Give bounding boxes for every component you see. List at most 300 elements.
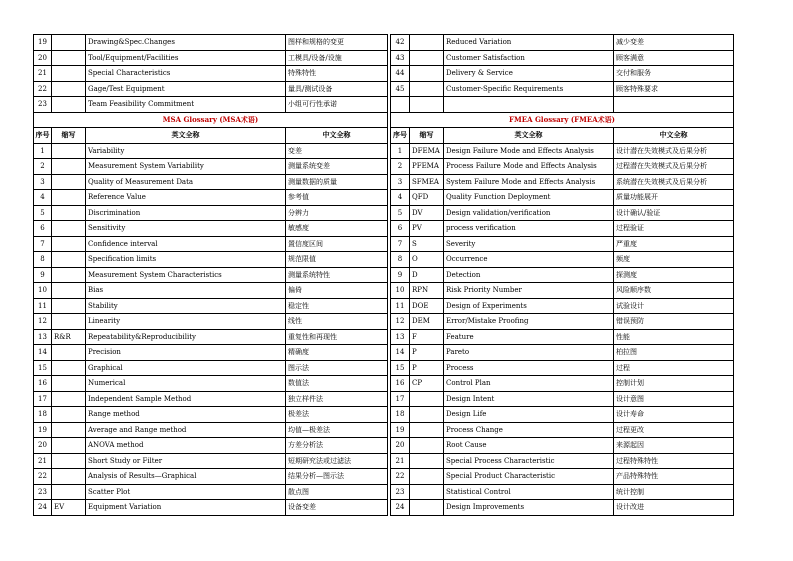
row-number: 8 bbox=[391, 252, 410, 268]
row-chinese-term: 图样和规格的变更 bbox=[286, 35, 388, 51]
row-english-term: Control Plan bbox=[444, 376, 614, 392]
row-chinese-term: 偏倚 bbox=[286, 283, 388, 299]
row-chinese-term: 质量功能展开 bbox=[614, 190, 734, 206]
row-english-term: Measurement System Characteristics bbox=[86, 267, 286, 283]
row-number: 19 bbox=[391, 422, 410, 438]
row-english-term: Short Study or Filter bbox=[86, 453, 286, 469]
row-abbreviation bbox=[52, 298, 86, 314]
row-english-term: Scatter Plot bbox=[86, 484, 286, 500]
table-row bbox=[34, 174, 388, 190]
row-chinese-term: 数值法 bbox=[286, 376, 388, 392]
row-english-term: Drawing&Spec.Changes bbox=[86, 35, 286, 51]
table-row bbox=[34, 252, 388, 268]
row-chinese-term: 均值—极差法 bbox=[286, 422, 388, 438]
row-abbreviation bbox=[52, 469, 86, 485]
row-english-term: Analysis of Results—Graphical bbox=[86, 469, 286, 485]
row-abbreviation: PV bbox=[410, 221, 444, 237]
row-chinese-term: 变差 bbox=[286, 143, 388, 159]
row-abbreviation bbox=[52, 422, 86, 438]
row-abbreviation: F bbox=[410, 329, 444, 345]
row-abbreviation bbox=[52, 407, 86, 423]
row-chinese-term: 来源起因 bbox=[614, 438, 734, 454]
row-abbreviation: PFEMA bbox=[410, 159, 444, 175]
row-number: 12 bbox=[34, 314, 52, 330]
row-english-term: Reduced Variation bbox=[444, 35, 614, 51]
row-abbreviation: SFMEA bbox=[410, 174, 444, 190]
row-number: 10 bbox=[391, 283, 410, 299]
row-abbreviation bbox=[410, 422, 444, 438]
row-chinese-term: 过程潜在失效模式及后果分析 bbox=[614, 159, 734, 175]
row-english-term: Independent Sample Method bbox=[86, 391, 286, 407]
table-row bbox=[391, 159, 734, 175]
table-row bbox=[391, 50, 734, 66]
row-english-term: Variability bbox=[86, 143, 286, 159]
row-abbreviation bbox=[52, 484, 86, 500]
row-abbreviation bbox=[410, 407, 444, 423]
row-abbreviation bbox=[52, 345, 86, 361]
table-row bbox=[391, 81, 734, 97]
row-number: 9 bbox=[34, 267, 52, 283]
row-english-term: Risk Priority Number bbox=[444, 283, 614, 299]
row-number: 9 bbox=[391, 267, 410, 283]
row-number: 1 bbox=[34, 143, 52, 159]
row-abbreviation bbox=[52, 314, 86, 330]
table-row bbox=[391, 329, 734, 345]
row-number: 11 bbox=[34, 298, 52, 314]
row-number: 18 bbox=[391, 407, 410, 423]
row-english-term: Customer-Specific Requirements bbox=[444, 81, 614, 97]
row-abbreviation bbox=[52, 252, 86, 268]
table-row bbox=[391, 376, 734, 392]
row-english-term: Process bbox=[444, 360, 614, 376]
row-number: 22 bbox=[391, 469, 410, 485]
row-english-term: Error/Mistake Proofing bbox=[444, 314, 614, 330]
row-english-term: Precision bbox=[86, 345, 286, 361]
row-abbreviation bbox=[52, 143, 86, 159]
row-abbreviation: DEM bbox=[410, 314, 444, 330]
blank-cell bbox=[410, 97, 444, 113]
row-number: 6 bbox=[391, 221, 410, 237]
row-abbreviation bbox=[410, 500, 444, 516]
row-number: 17 bbox=[34, 391, 52, 407]
table-row bbox=[34, 500, 388, 516]
row-abbreviation bbox=[52, 236, 86, 252]
row-english-term: Repeatability&Reproducibility bbox=[86, 329, 286, 345]
row-english-term: Occurrence bbox=[444, 252, 614, 268]
row-number: 22 bbox=[34, 469, 52, 485]
row-abbreviation: RPN bbox=[410, 283, 444, 299]
table-row bbox=[34, 35, 388, 51]
row-abbreviation bbox=[52, 35, 86, 51]
row-chinese-term: 过程验证 bbox=[614, 221, 734, 237]
row-abbreviation bbox=[410, 469, 444, 485]
row-chinese-term: 探测度 bbox=[614, 267, 734, 283]
table-row bbox=[34, 407, 388, 423]
msa-glossary-table bbox=[33, 34, 388, 516]
table-row bbox=[34, 453, 388, 469]
row-english-term: Special Process Characteristic bbox=[444, 453, 614, 469]
row-abbreviation: CP bbox=[410, 376, 444, 392]
table-row bbox=[391, 438, 734, 454]
row-abbreviation bbox=[52, 267, 86, 283]
row-chinese-term: 控制计划 bbox=[614, 376, 734, 392]
table-row bbox=[34, 66, 388, 82]
row-chinese-term: 错误预防 bbox=[614, 314, 734, 330]
row-chinese-term: 过程 bbox=[614, 360, 734, 376]
row-english-term: Gage/Test Equipment bbox=[86, 81, 286, 97]
row-english-term: process verification bbox=[444, 221, 614, 237]
header-abbreviation: 缩写 bbox=[52, 128, 86, 144]
table-row bbox=[391, 314, 734, 330]
table-row bbox=[34, 345, 388, 361]
blank-row bbox=[391, 97, 734, 113]
header-english: 英文全称 bbox=[86, 128, 286, 144]
row-chinese-term: 风险顺序数 bbox=[614, 283, 734, 299]
row-chinese-term: 短期研究法或过滤法 bbox=[286, 453, 388, 469]
row-number: 21 bbox=[34, 66, 52, 82]
row-chinese-term: 系统潜在失效模式及后果分析 bbox=[614, 174, 734, 190]
row-abbreviation bbox=[52, 174, 86, 190]
row-chinese-term: 精确度 bbox=[286, 345, 388, 361]
table-row bbox=[391, 252, 734, 268]
row-abbreviation: D bbox=[410, 267, 444, 283]
row-abbreviation: P bbox=[410, 345, 444, 361]
row-chinese-term: 方差分析法 bbox=[286, 438, 388, 454]
table-row bbox=[391, 453, 734, 469]
row-abbreviation bbox=[410, 50, 444, 66]
row-abbreviation bbox=[52, 81, 86, 97]
row-number: 8 bbox=[34, 252, 52, 268]
row-number: 15 bbox=[34, 360, 52, 376]
row-number: 7 bbox=[391, 236, 410, 252]
row-number: 44 bbox=[391, 66, 410, 82]
table-row bbox=[34, 484, 388, 500]
table-row bbox=[391, 407, 734, 423]
row-abbreviation bbox=[52, 159, 86, 175]
row-chinese-term: 测量系统变差 bbox=[286, 159, 388, 175]
row-number: 19 bbox=[34, 35, 52, 51]
table-row bbox=[34, 205, 388, 221]
table-row bbox=[34, 329, 388, 345]
row-english-term: Customer Satisfaction bbox=[444, 50, 614, 66]
row-english-term: Design Life bbox=[444, 407, 614, 423]
row-chinese-term: 测量系统特性 bbox=[286, 267, 388, 283]
row-english-term: Root Cause bbox=[444, 438, 614, 454]
row-chinese-term: 散点图 bbox=[286, 484, 388, 500]
table-row bbox=[34, 81, 388, 97]
row-chinese-term: 参考值 bbox=[286, 190, 388, 206]
row-chinese-term: 交付和服务 bbox=[614, 66, 734, 82]
row-english-term: Design validation/verification bbox=[444, 205, 614, 221]
row-chinese-term: 分辨力 bbox=[286, 205, 388, 221]
row-english-term: Statistical Control bbox=[444, 484, 614, 500]
row-chinese-term: 规范限值 bbox=[286, 252, 388, 268]
header-english: 英文全称 bbox=[444, 128, 614, 144]
blank-cell bbox=[391, 97, 410, 113]
table-row bbox=[391, 345, 734, 361]
row-english-term: Process Failure Mode and Effects Analysis bbox=[444, 159, 614, 175]
row-chinese-term: 设计意图 bbox=[614, 391, 734, 407]
row-abbreviation bbox=[52, 50, 86, 66]
row-number: 2 bbox=[34, 159, 52, 175]
row-chinese-term: 设计改进 bbox=[614, 500, 734, 516]
table-row bbox=[391, 190, 734, 206]
table-row bbox=[391, 283, 734, 299]
row-number: 42 bbox=[391, 35, 410, 51]
row-number: 23 bbox=[391, 484, 410, 500]
row-number: 20 bbox=[34, 438, 52, 454]
table-row bbox=[391, 267, 734, 283]
row-chinese-term: 过程特殊特性 bbox=[614, 453, 734, 469]
row-abbreviation bbox=[52, 205, 86, 221]
column-header-row bbox=[34, 128, 388, 144]
table-row bbox=[34, 143, 388, 159]
row-chinese-term: 敏感度 bbox=[286, 221, 388, 237]
table-row bbox=[391, 143, 734, 159]
row-number: 5 bbox=[34, 205, 52, 221]
row-number: 4 bbox=[391, 190, 410, 206]
table-row bbox=[34, 236, 388, 252]
header-chinese: 中文全称 bbox=[614, 128, 734, 144]
row-english-term: Delivery & Service bbox=[444, 66, 614, 82]
row-abbreviation bbox=[52, 190, 86, 206]
row-chinese-term: 置信度区间 bbox=[286, 236, 388, 252]
header-chinese: 中文全称 bbox=[286, 128, 388, 144]
table-row bbox=[34, 298, 388, 314]
row-abbreviation bbox=[52, 221, 86, 237]
table-row bbox=[34, 97, 388, 113]
row-chinese-term: 结果分析—图示法 bbox=[286, 469, 388, 485]
row-number: 6 bbox=[34, 221, 52, 237]
row-number: 11 bbox=[391, 298, 410, 314]
row-english-term: Equipment Variation bbox=[86, 500, 286, 516]
row-number: 21 bbox=[391, 453, 410, 469]
row-chinese-term: 设计潜在失效模式及后果分析 bbox=[614, 143, 734, 159]
row-chinese-term: 设备变差 bbox=[286, 500, 388, 516]
row-english-term: Reference Value bbox=[86, 190, 286, 206]
glossary-title: MSA Glossary (MSA术语) bbox=[34, 112, 388, 128]
row-abbreviation bbox=[52, 453, 86, 469]
table-row bbox=[34, 438, 388, 454]
header-number: 序号 bbox=[34, 128, 52, 144]
row-number: 43 bbox=[391, 50, 410, 66]
row-number: 3 bbox=[391, 174, 410, 190]
row-english-term: Special Characteristics bbox=[86, 66, 286, 82]
row-number: 14 bbox=[34, 345, 52, 361]
row-english-term: ANOVA method bbox=[86, 438, 286, 454]
row-chinese-term: 频度 bbox=[614, 252, 734, 268]
row-number: 7 bbox=[34, 236, 52, 252]
row-english-term: Quality of Measurement Data bbox=[86, 174, 286, 190]
row-english-term: Process Change bbox=[444, 422, 614, 438]
glossary-title: FMEA Glossary (FMEA术语) bbox=[391, 112, 734, 128]
row-chinese-term: 独立样件法 bbox=[286, 391, 388, 407]
row-number: 2 bbox=[391, 159, 410, 175]
row-chinese-term: 稳定性 bbox=[286, 298, 388, 314]
row-number: 10 bbox=[34, 283, 52, 299]
table-row bbox=[391, 174, 734, 190]
row-chinese-term: 测量数据的质量 bbox=[286, 174, 388, 190]
row-number: 19 bbox=[34, 422, 52, 438]
row-chinese-term: 过程更改 bbox=[614, 422, 734, 438]
glossary-title-row bbox=[34, 112, 388, 128]
table-row bbox=[391, 236, 734, 252]
table-row bbox=[391, 469, 734, 485]
row-abbreviation bbox=[410, 453, 444, 469]
row-chinese-term: 顾客满意 bbox=[614, 50, 734, 66]
table-row bbox=[34, 190, 388, 206]
row-chinese-term: 小组可行性承诺 bbox=[286, 97, 388, 113]
table-row bbox=[34, 159, 388, 175]
row-abbreviation: R&R bbox=[52, 329, 86, 345]
header-number: 序号 bbox=[391, 128, 410, 144]
row-number: 14 bbox=[391, 345, 410, 361]
row-abbreviation bbox=[52, 438, 86, 454]
row-abbreviation: EV bbox=[52, 500, 86, 516]
table-row bbox=[34, 391, 388, 407]
row-chinese-term: 顾客特殊要求 bbox=[614, 81, 734, 97]
row-english-term: Design Failure Mode and Effects Analysis bbox=[444, 143, 614, 159]
row-abbreviation bbox=[410, 35, 444, 51]
row-chinese-term: 统计控制 bbox=[614, 484, 734, 500]
table-row bbox=[34, 221, 388, 237]
row-chinese-term: 工模具/设备/设施 bbox=[286, 50, 388, 66]
row-chinese-term: 设计寿命 bbox=[614, 407, 734, 423]
row-chinese-term: 试验设计 bbox=[614, 298, 734, 314]
row-chinese-term: 重复性和再现性 bbox=[286, 329, 388, 345]
table-row bbox=[391, 66, 734, 82]
row-number: 16 bbox=[34, 376, 52, 392]
table-row bbox=[391, 422, 734, 438]
header-abbreviation: 缩写 bbox=[410, 128, 444, 144]
left-table-body bbox=[34, 35, 388, 516]
row-abbreviation bbox=[410, 438, 444, 454]
table-row bbox=[34, 314, 388, 330]
row-chinese-term: 量具/测试设备 bbox=[286, 81, 388, 97]
table-row bbox=[34, 376, 388, 392]
table-row bbox=[391, 298, 734, 314]
glossary-title-row bbox=[391, 112, 734, 128]
row-number: 20 bbox=[34, 50, 52, 66]
row-english-term: Special Product Characteristic bbox=[444, 469, 614, 485]
row-english-term: Measurement System Variability bbox=[86, 159, 286, 175]
row-abbreviation bbox=[410, 391, 444, 407]
row-abbreviation bbox=[410, 81, 444, 97]
row-number: 13 bbox=[391, 329, 410, 345]
row-number: 22 bbox=[34, 81, 52, 97]
row-number: 24 bbox=[34, 500, 52, 516]
row-abbreviation bbox=[52, 283, 86, 299]
row-chinese-term: 减少变差 bbox=[614, 35, 734, 51]
row-english-term: Stability bbox=[86, 298, 286, 314]
row-english-term: Pareto bbox=[444, 345, 614, 361]
row-abbreviation bbox=[52, 97, 86, 113]
row-english-term: Numerical bbox=[86, 376, 286, 392]
fmea-glossary-table bbox=[390, 34, 734, 516]
row-abbreviation: S bbox=[410, 236, 444, 252]
row-number: 13 bbox=[34, 329, 52, 345]
row-abbreviation: DV bbox=[410, 205, 444, 221]
row-english-term: Feature bbox=[444, 329, 614, 345]
row-english-term: Design Intent bbox=[444, 391, 614, 407]
row-number: 4 bbox=[34, 190, 52, 206]
row-english-term: System Failure Mode and Effects Analysis bbox=[444, 174, 614, 190]
row-number: 16 bbox=[391, 376, 410, 392]
table-row bbox=[34, 360, 388, 376]
row-english-term: Specification limits bbox=[86, 252, 286, 268]
row-english-term: Range method bbox=[86, 407, 286, 423]
row-english-term: Design Improvements bbox=[444, 500, 614, 516]
row-english-term: Tool/Equipment/Facilities bbox=[86, 50, 286, 66]
table-row bbox=[34, 267, 388, 283]
row-english-term: Discrimination bbox=[86, 205, 286, 221]
table-row bbox=[391, 360, 734, 376]
row-abbreviation: QFD bbox=[410, 190, 444, 206]
column-header-row bbox=[391, 128, 734, 144]
row-number: 15 bbox=[391, 360, 410, 376]
row-abbreviation: DOE bbox=[410, 298, 444, 314]
row-english-term: Quality Function Deployment bbox=[444, 190, 614, 206]
right-table-body bbox=[391, 35, 734, 516]
row-chinese-term: 性能 bbox=[614, 329, 734, 345]
row-chinese-term: 产品特殊特性 bbox=[614, 469, 734, 485]
row-english-term: Confidence interval bbox=[86, 236, 286, 252]
table-row bbox=[391, 484, 734, 500]
row-number: 12 bbox=[391, 314, 410, 330]
table-row bbox=[391, 221, 734, 237]
row-chinese-term: 设计确认/验证 bbox=[614, 205, 734, 221]
row-abbreviation: DFEMA bbox=[410, 143, 444, 159]
row-english-term: Severity bbox=[444, 236, 614, 252]
row-english-term: Graphical bbox=[86, 360, 286, 376]
row-chinese-term: 线性 bbox=[286, 314, 388, 330]
row-chinese-term: 严重度 bbox=[614, 236, 734, 252]
row-chinese-term: 极差法 bbox=[286, 407, 388, 423]
row-abbreviation bbox=[52, 66, 86, 82]
row-abbreviation: O bbox=[410, 252, 444, 268]
row-number: 23 bbox=[34, 484, 52, 500]
row-abbreviation bbox=[410, 484, 444, 500]
blank-cell bbox=[614, 97, 734, 113]
row-number: 5 bbox=[391, 205, 410, 221]
row-abbreviation bbox=[410, 66, 444, 82]
row-number: 45 bbox=[391, 81, 410, 97]
table-row bbox=[34, 422, 388, 438]
row-abbreviation bbox=[52, 360, 86, 376]
row-abbreviation: P bbox=[410, 360, 444, 376]
table-row bbox=[34, 50, 388, 66]
table-row bbox=[34, 283, 388, 299]
row-english-term: Detection bbox=[444, 267, 614, 283]
row-chinese-term: 图示法 bbox=[286, 360, 388, 376]
row-english-term: Average and Range method bbox=[86, 422, 286, 438]
row-abbreviation bbox=[52, 376, 86, 392]
row-number: 18 bbox=[34, 407, 52, 423]
row-number: 20 bbox=[391, 438, 410, 454]
row-number: 24 bbox=[391, 500, 410, 516]
row-chinese-term: 柏拉图 bbox=[614, 345, 734, 361]
table-row bbox=[391, 391, 734, 407]
row-number: 17 bbox=[391, 391, 410, 407]
row-english-term: Linearity bbox=[86, 314, 286, 330]
row-english-term: Sensitivity bbox=[86, 221, 286, 237]
row-number: 21 bbox=[34, 453, 52, 469]
blank-cell bbox=[444, 97, 614, 113]
row-english-term: Bias bbox=[86, 283, 286, 299]
table-row bbox=[391, 500, 734, 516]
row-chinese-term: 特殊特性 bbox=[286, 66, 388, 82]
table-row bbox=[34, 469, 388, 485]
